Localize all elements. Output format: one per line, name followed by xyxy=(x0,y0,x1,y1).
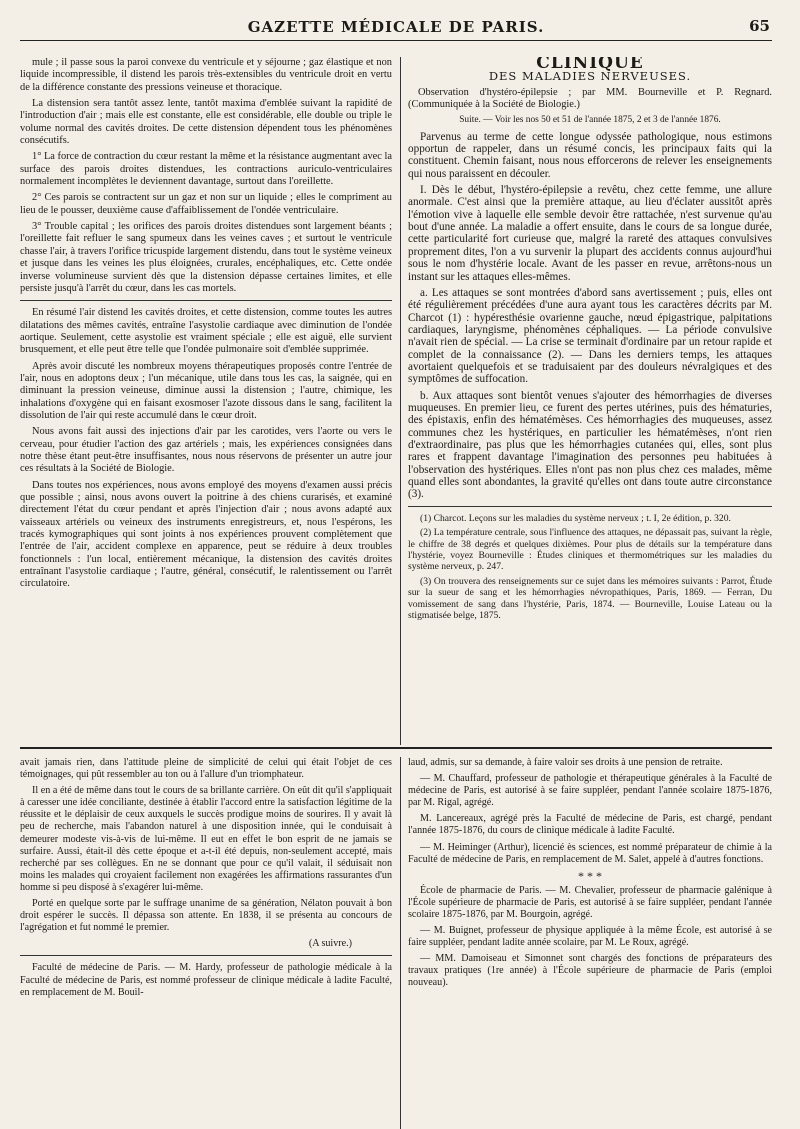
column-divider xyxy=(400,757,401,1129)
paragraph: Après avoir discuté les nombreux moyens thérapeutiques proposés contre l'entrée de l'air, nous en adoptons deux ; l'un mécanique, utile dans tous les cas, la saignée, qui en diminuant la pression veineuse, diminue aussi la distension ; l'autre, chimique, les inhalations d'oxygène qui en faisant exosmoser l'azote dissous dans le sang, facilitent la dissolution de l'air qui reste accumulé dans le cœur droit. xyxy=(20,360,392,421)
bottom-left-column xyxy=(20,757,392,1129)
paragraph: La distension sera tantôt assez lente, tantôt maxima d'emblée suivant la rapidité de l'introduction d'air ; mais elle est constante, elle est considérable, elle double ou triple le volume normal des cavités droites. De cette distension dépendent tous les phénomènes consécutifs. xyxy=(20,98,392,147)
running-title: GAZETTE MÉDICALE DE PARIS. xyxy=(247,18,545,36)
divider xyxy=(20,955,392,956)
footnotes xyxy=(408,513,772,622)
news-item: M. Lancereaux, agrégé près la Faculté de médecine de Paris, est chargé, pendant l'année 1875-1876, du cours de clinique médicale à ladite Faculté. xyxy=(408,813,772,837)
paragraph: 3° Trouble capital ; les orifices des parois droites distendues sont largement béants ; l'oreillette fait refluer le sang spumeux dans les veines caves ; et surtout le ventricule chasse l'air, à travers l'orifice tricuspide largement distendu, dans tout le système veineux et jusque dans les veines les plus éloignées, crurales, encéphaliques, etc. Cette ondée inverse volumineuse survient dès que la distension dépasse certaines limites, et elle persiste jusqu'à l'arrêt du cœur, dans les cas mortels. xyxy=(20,221,392,294)
paragraph: Dans toutes nos expériences, nous avons employé des moyens d'examen aussi précis que possible ; ainsi, nous avons ouvert la poitrine à des chiens curarisés, et examiné directement l'état du cœur pendant et après l'injection d'air ; nous avons adapté aux vaisseaux artériels ou veineux des instruments enregistreurs, et, nous l'espérons, les tracés kymographiques qui sont joints à nos expériences prouvent complètement que l'entrée de l'air, accident complexe en apparence, peut se réduire à deux troubles fonctionnels : l'un local, entièrement mécanique, la distension des cavités droites entraînant l'asystolie cardiaque ; l'autre, général, consécutif, le ralentissement ou l'arrêt circulatoire. xyxy=(20,479,392,590)
paragraph: mule ; il passe sous la paroi convexe du ventricule et y séjourne ; gaz élastique et non liquide incompressible, il distend les parois très-extensibles du ventricule droit en vertu de la différence constante des pressions veineuse et thoracique. xyxy=(20,57,392,93)
paragraph: En résumé l'air distend les cavités droites, et cette distension, comme toutes les autres dilatations des mêmes cavités, entraîne l'asystolie cardiaque avec diminution de l'ondée aortique. Seulement, cette asystolie est vraiment spéciale ; elle est aiguë, elle survient brusquement, et elle peut être telle que l'ondée pulmonaire soit d'emblée supprimée. xyxy=(20,307,392,356)
to-be-continued: (A suivre.) xyxy=(308,938,352,950)
footnote: (2) La température centrale, sous l'influence des attaques, ne dépassait pas, suivant la règle, le chiffre de 38 degrés et quelques dixièmes. Pour plus de détails sur la température dans l'hystérie, voyez Bourneville : Études cliniques et thermométriques sur les maladies du système nerveux, p. 247. xyxy=(408,527,772,573)
footnote: (1) Charcot. Leçons sur les maladies du système nerveux ; t. I, 2e édition, p. 320. xyxy=(420,512,731,524)
section-subtitle: DES MALADIES NERVEUSES. xyxy=(488,69,692,84)
paragraph: Il en a été de même dans tout le cours de sa brillante carrière. On eût dit qu'il s'appliquait à caresser une idée conciliante, destinée à établir l'accord entre la satisfaction légitime de la réussite et le déplaisir de ceux auxquels le succès prodigue moins de sourires. Il y avait là peu de recherche, mais l'abandon naturel à une disposition innée, qui le conduisait à demeurer modeste vis-à-vis de lui-même. Il eut en effet le bon esprit de ne jamais se surfaire. Aussi, était-il dès cette époque et a-t-il été depuis, non-seulement accepté, mais recherché par ses collègues. En ne se donnant que pour ce qu'il valait, il séduisait non moins les malades qui croyaient facilement non exagérées les affirmations rassurantes d'un homme si peu disposé à s'exagérer lui-même. xyxy=(20,785,392,893)
column-divider xyxy=(400,57,401,745)
asterism: * * * xyxy=(578,868,602,883)
section-title: CLINIQUE xyxy=(536,57,644,73)
page-number: 65 xyxy=(749,17,770,35)
bottom-right-column xyxy=(408,757,772,1129)
page-header xyxy=(20,14,772,41)
news-item: — M. Chauffard, professeur de pathologie et thérapeutique générales à la Faculté de médecine de Paris, est autorisé à se faire suppléer, pendant l'année scolaire 1875-1876, par M. Rigal, agrégé. xyxy=(408,773,772,809)
observation-title: Observation d'hystéro-épilepsie ; par MM. Bourneville et P. Regnard. (Communiquée à la Société de Biologie.) xyxy=(408,86,772,111)
paragraph: Porté en quelque sorte par le suffrage unanime de sa génération, Nélaton pouvait à bon droit espérer le succès. Il dépassa son attente. En 1838, il se présenta au concours de l'agrégation et fut nommé le premier. xyxy=(20,898,392,934)
left-column xyxy=(20,57,392,745)
news-item: — M. Heiminger (Arthur), licencié ès sciences, est nommé préparateur de chimie à la Faculté de médecine de Paris, en remplacement de M. Salet, appelé à d'autres fonctions. xyxy=(408,841,772,865)
suite-note: Suite. — Voir les nos 50 et 51 de l'année 1875, 2 et 3 de l'année 1876. xyxy=(459,115,721,126)
paragraph: avait jamais rien, dans l'attitude pleine de simplicité de celui qui était l'objet de ces témoignages, qui pût ressembler au ton ou à l'allure d'un triomphateur. xyxy=(20,757,392,781)
bottom-section xyxy=(20,757,772,1129)
top-section xyxy=(20,57,772,745)
footnote-divider xyxy=(408,506,772,507)
paragraph: 1° La force de contraction du cœur restant la même et la résistance augmentant avec la surface des parois droites distendues, les contractions auriculo-ventriculaires normalement incomplètes le deviennent davantage, surtout dans l'oreillette. xyxy=(20,151,392,188)
paragraph: Parvenus au terme de cette longue odyssée pathologique, nous estimons opportun de rappeler, dans un résumé concis, les principaux faits qui la constituent. Chemin faisant, nous nous efforcerons de relever les enseignements qui nous paraissent en découler. xyxy=(408,130,772,180)
feuilleton-separator xyxy=(20,747,772,757)
divider xyxy=(20,300,392,301)
news-item: laud, admis, sur sa demande, à faire valoir ses droits à une pension de retraite. xyxy=(408,757,723,768)
news-item: — M. Buignet, professeur de physique appliquée à la même École, est autorisé à se faire suppléer, pendant ladite année scolaire, par M. Le Roux, agrégé. xyxy=(408,925,772,949)
paragraph: I. Dès le début, l'hystéro-épilepsie a revêtu, chez cette femme, une allure anormale. C'est ainsi que la première attaque, au lieu d'éclater aussitôt après l'émotion vive à laquelle elle semble devoir être rattachée, n'est survenue qu'au bout d'une année. La maladie a offert ensuite, dans le cours de sa longue durée, cette particularité fort curieuse que, malgré la rareté des attaques convulsives proprement dites, l'on a vu survenir la plupart des accidents connus aujourd'hui sous le nom d'hystérie locale. Avant de les passer en revue, arrêtons-nous un instant sur les attaques elles-mêmes. xyxy=(408,184,772,283)
footnote: (3) On trouvera des renseignements sur ce sujet dans les mémoires suivants : Parrot, Étude sur la sueur de sang et les hémorrhagies névropathiques, Paris, 1869. — Ferran, Du vomissement de sang dans l'hystérie, Paris, 1874. — Bourneville, Louise Lateau ou la stigmatisée belge, 1875. xyxy=(408,575,772,621)
paragraph: Nous avons fait aussi des injections d'air par les carotides, vers l'aorte ou vers le cerveau, pour étudier l'action des gaz artériels ; mais, les expériences consignées dans notre thèse étant peut-être insuffisantes, nous nous réservons de présenter un autre jour ces résultats à la Société de Biologie. xyxy=(20,426,392,475)
paragraph: b. Aux attaques sont bientôt venues s'ajouter des hémorrhagies de diverses muqueuses. En premier lieu, ce furent des pertes utérines, puis des hématuries, des épistaxis, enfin des hématémèses. Ces hémorrhagies des muqueuses, assez communes chez les hystériques, en particulier les hématémèses, n'ont rien d'extraordinaire, pas plus que les hémorrhagies cutanées qui, elles, sont plus rares et frappent davantage l'imagination des personnes peu habituées à l'observation des hystériques. Elles n'ont pas non plus chez ces malades, même quand elles sont abondantes, la gravité qu'elles ont dans toute autre circonstance (3). xyxy=(408,389,772,501)
news-item: — MM. Damoiseau et Simonnet sont chargés des fonctions de préparateurs des travaux pratiques (1re année) à l'École supérieure de pharmacie de Paris (emploi nouveau). xyxy=(408,953,772,989)
news-item: École de pharmacie de Paris. — M. Chevalier, professeur de pharmacie galénique à l'École supérieure de pharmacie de Paris, est autorisé à se faire suppléer, pendant l'année scolaire 1875-1876, par M. Bourgoin, agrégé. xyxy=(408,884,772,920)
paragraph: a. Les attaques se sont montrées d'abord sans avertissement ; puis, elles ont été régulièrement précédées d'une aura ayant tous les caractères décrits par M. Charcot (1) : hypéresthésie ovarienne gauche, nœud épigastrique, palpitations cardiaques, laryngisme, phénomènes céphaliques. — La période convulsive n'avait rien de spécial. — La crise se terminait d'ordinaire par un retour rapide et complet de la connaissance (2). — Dans les derniers temps, les attaques avortaient quelquefois et se traduisaient par des douleurs névralgiques et des symptômes de suffocation. xyxy=(408,286,772,386)
paragraph: 2° Ces parois se contractent sur un gaz et non sur un liquide ; elles le compriment au lieu de le pousser, deuxième cause d'affaiblissement de l'ondée ventriculaire. xyxy=(20,192,392,216)
news-item: Faculté de médecine de Paris. — M. Hardy, professeur de pathologie médicale à la Faculté de médecine de Paris, est nommé professeur de clinique médicale à ladite Faculté, en remplacement de M. Bouil- xyxy=(20,962,392,998)
right-column xyxy=(408,57,772,745)
